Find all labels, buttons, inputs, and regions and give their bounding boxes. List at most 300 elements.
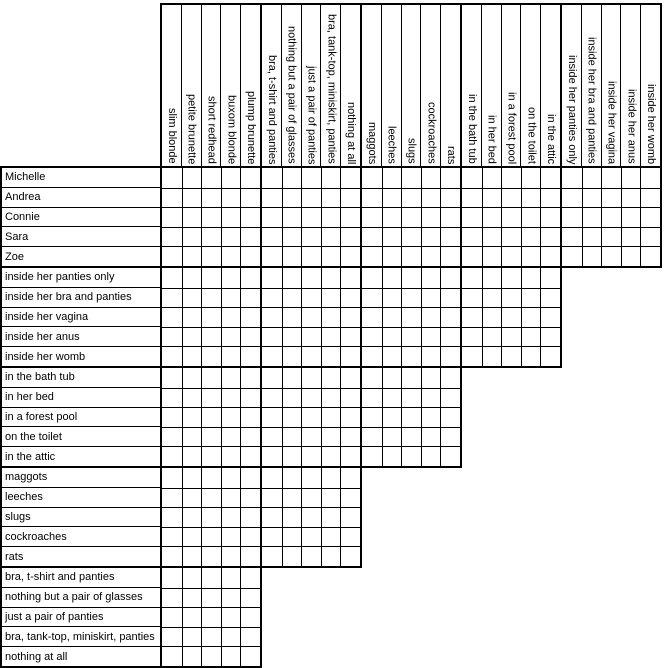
grid-cell[interactable] [621,207,641,227]
grid-cell[interactable] [182,627,202,647]
grid-cell[interactable] [240,646,260,666]
grid-cell[interactable] [382,227,402,247]
grid-cell[interactable] [321,207,341,227]
grid-cell[interactable] [240,607,260,627]
grid-cell[interactable] [201,446,221,466]
grid-cell[interactable] [440,227,460,247]
grid-cell[interactable] [421,427,441,447]
grid-cell[interactable] [262,168,282,188]
grid-cell[interactable] [262,346,282,366]
grid-cell[interactable] [162,346,182,366]
grid-cell[interactable] [301,546,321,566]
grid-cell[interactable] [340,446,360,466]
grid-cell[interactable] [340,368,360,388]
grid-cell[interactable] [221,307,241,327]
grid-cell[interactable] [440,307,460,327]
grid-cell[interactable] [262,488,282,508]
grid-cell[interactable] [282,327,302,347]
grid-cell[interactable] [240,227,260,247]
grid-cell[interactable] [182,646,202,666]
grid-cell[interactable] [201,227,221,247]
grid-cell[interactable] [482,207,502,227]
grid-cell[interactable] [301,468,321,488]
grid-cell[interactable] [640,188,660,208]
grid-cell[interactable] [540,327,560,347]
grid-cell[interactable] [221,327,241,347]
grid-cell[interactable] [401,368,421,388]
grid-cell[interactable] [221,207,241,227]
grid-cell[interactable] [521,307,541,327]
grid-cell[interactable] [201,268,221,288]
grid-cell[interactable] [182,268,202,288]
grid-cell[interactable] [321,288,341,308]
grid-cell[interactable] [201,488,221,508]
grid-cell[interactable] [421,388,441,408]
grid-cell[interactable] [182,246,202,266]
grid-cell[interactable] [401,268,421,288]
grid-cell[interactable] [240,588,260,608]
grid-cell[interactable] [440,368,460,388]
grid-cell[interactable] [362,246,382,266]
grid-cell[interactable] [182,507,202,527]
grid-cell[interactable] [301,388,321,408]
grid-cell[interactable] [401,188,421,208]
grid-cell[interactable] [262,527,282,547]
grid-cell[interactable] [440,388,460,408]
grid-cell[interactable] [540,188,560,208]
grid-cell[interactable] [482,188,502,208]
grid-cell[interactable] [162,307,182,327]
grid-cell[interactable] [240,488,260,508]
grid-cell[interactable] [321,368,341,388]
grid-cell[interactable] [282,427,302,447]
grid-cell[interactable] [462,268,482,288]
grid-cell[interactable] [321,168,341,188]
grid-cell[interactable] [340,327,360,347]
grid-cell[interactable] [221,288,241,308]
grid-cell[interactable] [521,207,541,227]
grid-cell[interactable] [501,207,521,227]
grid-cell[interactable] [182,527,202,547]
grid-cell[interactable] [162,446,182,466]
grid-cell[interactable] [182,446,202,466]
grid-cell[interactable] [440,327,460,347]
grid-cell[interactable] [182,468,202,488]
grid-cell[interactable] [321,407,341,427]
grid-cell[interactable] [262,427,282,447]
grid-cell[interactable] [162,607,182,627]
grid-cell[interactable] [221,188,241,208]
grid-cell[interactable] [262,268,282,288]
grid-cell[interactable] [262,468,282,488]
grid-cell[interactable] [340,507,360,527]
grid-cell[interactable] [421,188,441,208]
grid-cell[interactable] [201,388,221,408]
grid-cell[interactable] [440,346,460,366]
grid-cell[interactable] [282,207,302,227]
grid-cell[interactable] [421,288,441,308]
grid-cell[interactable] [521,327,541,347]
grid-cell[interactable] [240,346,260,366]
grid-cell[interactable] [462,327,482,347]
grid-cell[interactable] [540,207,560,227]
grid-cell[interactable] [462,307,482,327]
grid-cell[interactable] [162,268,182,288]
grid-cell[interactable] [321,507,341,527]
grid-cell[interactable] [262,446,282,466]
grid-cell[interactable] [440,207,460,227]
grid-cell[interactable] [240,388,260,408]
grid-cell[interactable] [601,246,621,266]
grid-cell[interactable] [540,227,560,247]
grid-cell[interactable] [162,288,182,308]
grid-cell[interactable] [182,407,202,427]
grid-cell[interactable] [262,327,282,347]
grid-cell[interactable] [201,427,221,447]
grid-cell[interactable] [201,646,221,666]
grid-cell[interactable] [282,446,302,466]
grid-cell[interactable] [162,368,182,388]
grid-cell[interactable] [462,188,482,208]
grid-cell[interactable] [382,268,402,288]
grid-cell[interactable] [321,468,341,488]
grid-cell[interactable] [301,188,321,208]
grid-cell[interactable] [321,488,341,508]
grid-cell[interactable] [240,527,260,547]
grid-cell[interactable] [321,427,341,447]
grid-cell[interactable] [601,188,621,208]
grid-cell[interactable] [182,388,202,408]
grid-cell[interactable] [440,407,460,427]
grid-cell[interactable] [382,368,402,388]
grid-cell[interactable] [621,246,641,266]
grid-cell[interactable] [240,246,260,266]
grid-cell[interactable] [321,268,341,288]
grid-cell[interactable] [201,568,221,588]
grid-cell[interactable] [201,346,221,366]
grid-cell[interactable] [421,307,441,327]
grid-cell[interactable] [262,246,282,266]
grid-cell[interactable] [201,327,221,347]
grid-cell[interactable] [382,246,402,266]
grid-cell[interactable] [482,168,502,188]
grid-cell[interactable] [262,388,282,408]
grid-cell[interactable] [262,227,282,247]
grid-cell[interactable] [621,168,641,188]
grid-cell[interactable] [201,168,221,188]
grid-cell[interactable] [421,346,441,366]
grid-cell[interactable] [162,188,182,208]
grid-cell[interactable] [362,388,382,408]
grid-cell[interactable] [562,188,582,208]
grid-cell[interactable] [182,546,202,566]
grid-cell[interactable] [540,168,560,188]
grid-cell[interactable] [182,588,202,608]
grid-cell[interactable] [182,568,202,588]
grid-cell[interactable] [262,368,282,388]
grid-cell[interactable] [162,388,182,408]
grid-cell[interactable] [182,168,202,188]
grid-cell[interactable] [640,168,660,188]
grid-cell[interactable] [321,188,341,208]
grid-cell[interactable] [401,346,421,366]
grid-cell[interactable] [601,227,621,247]
grid-cell[interactable] [340,546,360,566]
grid-cell[interactable] [521,288,541,308]
grid-cell[interactable] [301,488,321,508]
grid-cell[interactable] [321,346,341,366]
grid-cell[interactable] [201,527,221,547]
grid-cell[interactable] [201,588,221,608]
grid-cell[interactable] [640,227,660,247]
grid-cell[interactable] [340,207,360,227]
grid-cell[interactable] [421,227,441,247]
grid-cell[interactable] [401,407,421,427]
grid-cell[interactable] [501,227,521,247]
grid-cell[interactable] [321,388,341,408]
grid-cell[interactable] [240,468,260,488]
grid-cell[interactable] [162,207,182,227]
grid-cell[interactable] [501,307,521,327]
grid-cell[interactable] [221,446,241,466]
grid-cell[interactable] [340,307,360,327]
grid-cell[interactable] [562,246,582,266]
grid-cell[interactable] [340,246,360,266]
grid-cell[interactable] [362,346,382,366]
grid-cell[interactable] [301,446,321,466]
grid-cell[interactable] [621,227,641,247]
grid-cell[interactable] [521,227,541,247]
grid-cell[interactable] [221,268,241,288]
grid-cell[interactable] [282,407,302,427]
grid-cell[interactable] [482,268,502,288]
grid-cell[interactable] [382,346,402,366]
grid-cell[interactable] [240,627,260,647]
grid-cell[interactable] [301,427,321,447]
grid-cell[interactable] [540,268,560,288]
grid-cell[interactable] [282,227,302,247]
grid-cell[interactable] [201,288,221,308]
grid-cell[interactable] [462,346,482,366]
grid-cell[interactable] [162,427,182,447]
grid-cell[interactable] [562,207,582,227]
grid-cell[interactable] [582,227,602,247]
grid-cell[interactable] [162,507,182,527]
grid-cell[interactable] [221,488,241,508]
grid-cell[interactable] [521,188,541,208]
grid-cell[interactable] [382,288,402,308]
grid-cell[interactable] [440,427,460,447]
grid-cell[interactable] [201,207,221,227]
grid-cell[interactable] [221,468,241,488]
grid-cell[interactable] [362,368,382,388]
grid-cell[interactable] [182,427,202,447]
grid-cell[interactable] [340,388,360,408]
grid-cell[interactable] [440,446,460,466]
grid-cell[interactable] [462,168,482,188]
grid-cell[interactable] [582,246,602,266]
grid-cell[interactable] [240,368,260,388]
grid-cell[interactable] [162,546,182,566]
grid-cell[interactable] [340,488,360,508]
grid-cell[interactable] [282,168,302,188]
grid-cell[interactable] [482,307,502,327]
grid-cell[interactable] [501,268,521,288]
grid-cell[interactable] [282,246,302,266]
grid-cell[interactable] [501,188,521,208]
grid-cell[interactable] [221,527,241,547]
grid-cell[interactable] [482,288,502,308]
grid-cell[interactable] [540,346,560,366]
grid-cell[interactable] [201,468,221,488]
grid-cell[interactable] [221,388,241,408]
grid-cell[interactable] [340,188,360,208]
grid-cell[interactable] [421,268,441,288]
grid-cell[interactable] [601,168,621,188]
grid-cell[interactable] [201,546,221,566]
grid-cell[interactable] [362,207,382,227]
grid-cell[interactable] [382,446,402,466]
grid-cell[interactable] [201,407,221,427]
grid-cell[interactable] [440,188,460,208]
grid-cell[interactable] [440,168,460,188]
grid-cell[interactable] [362,288,382,308]
grid-cell[interactable] [240,327,260,347]
grid-cell[interactable] [301,207,321,227]
grid-cell[interactable] [182,368,202,388]
grid-cell[interactable] [521,246,541,266]
grid-cell[interactable] [201,607,221,627]
grid-cell[interactable] [282,307,302,327]
grid-cell[interactable] [221,507,241,527]
grid-cell[interactable] [240,568,260,588]
grid-cell[interactable] [282,368,302,388]
grid-cell[interactable] [562,168,582,188]
grid-cell[interactable] [601,207,621,227]
grid-cell[interactable] [162,168,182,188]
grid-cell[interactable] [501,327,521,347]
grid-cell[interactable] [282,346,302,366]
grid-cell[interactable] [501,246,521,266]
grid-cell[interactable] [382,427,402,447]
grid-cell[interactable] [321,246,341,266]
grid-cell[interactable] [521,346,541,366]
grid-cell[interactable] [162,568,182,588]
grid-cell[interactable] [240,427,260,447]
grid-cell[interactable] [340,168,360,188]
grid-cell[interactable] [382,188,402,208]
grid-cell[interactable] [421,168,441,188]
grid-cell[interactable] [382,168,402,188]
grid-cell[interactable] [301,527,321,547]
grid-cell[interactable] [301,307,321,327]
grid-cell[interactable] [240,407,260,427]
grid-cell[interactable] [321,227,341,247]
grid-cell[interactable] [182,327,202,347]
grid-cell[interactable] [362,227,382,247]
grid-cell[interactable] [301,507,321,527]
grid-cell[interactable] [340,427,360,447]
grid-cell[interactable] [282,268,302,288]
grid-cell[interactable] [340,346,360,366]
grid-cell[interactable] [501,168,521,188]
grid-cell[interactable] [262,288,282,308]
grid-cell[interactable] [521,168,541,188]
grid-cell[interactable] [340,407,360,427]
grid-cell[interactable] [540,288,560,308]
grid-cell[interactable] [421,368,441,388]
grid-cell[interactable] [421,207,441,227]
grid-cell[interactable] [340,288,360,308]
grid-cell[interactable] [340,268,360,288]
grid-cell[interactable] [240,207,260,227]
grid-cell[interactable] [540,307,560,327]
grid-cell[interactable] [221,627,241,647]
grid-cell[interactable] [482,327,502,347]
grid-cell[interactable] [240,446,260,466]
grid-cell[interactable] [401,227,421,247]
grid-cell[interactable] [401,168,421,188]
grid-cell[interactable] [301,327,321,347]
grid-cell[interactable] [582,207,602,227]
grid-cell[interactable] [240,507,260,527]
grid-cell[interactable] [321,307,341,327]
grid-cell[interactable] [162,327,182,347]
grid-cell[interactable] [221,407,241,427]
grid-cell[interactable] [182,607,202,627]
grid-cell[interactable] [362,327,382,347]
grid-cell[interactable] [182,488,202,508]
grid-cell[interactable] [640,246,660,266]
grid-cell[interactable] [301,168,321,188]
grid-cell[interactable] [462,288,482,308]
grid-cell[interactable] [262,546,282,566]
grid-cell[interactable] [321,446,341,466]
grid-cell[interactable] [301,288,321,308]
grid-cell[interactable] [240,307,260,327]
grid-cell[interactable] [362,268,382,288]
grid-cell[interactable] [440,246,460,266]
grid-cell[interactable] [182,188,202,208]
grid-cell[interactable] [421,246,441,266]
grid-cell[interactable] [362,446,382,466]
grid-cell[interactable] [162,646,182,666]
grid-cell[interactable] [421,407,441,427]
grid-cell[interactable] [182,288,202,308]
grid-cell[interactable] [282,546,302,566]
grid-cell[interactable] [321,327,341,347]
grid-cell[interactable] [421,327,441,347]
grid-cell[interactable] [362,188,382,208]
grid-cell[interactable] [382,307,402,327]
grid-cell[interactable] [182,207,202,227]
grid-cell[interactable] [482,227,502,247]
grid-cell[interactable] [262,507,282,527]
grid-cell[interactable] [182,307,202,327]
grid-cell[interactable] [262,307,282,327]
grid-cell[interactable] [221,568,241,588]
grid-cell[interactable] [582,168,602,188]
grid-cell[interactable] [382,388,402,408]
grid-cell[interactable] [562,227,582,247]
grid-cell[interactable] [162,246,182,266]
grid-cell[interactable] [221,346,241,366]
grid-cell[interactable] [301,246,321,266]
grid-cell[interactable] [162,227,182,247]
grid-cell[interactable] [382,207,402,227]
grid-cell[interactable] [301,346,321,366]
grid-cell[interactable] [162,588,182,608]
